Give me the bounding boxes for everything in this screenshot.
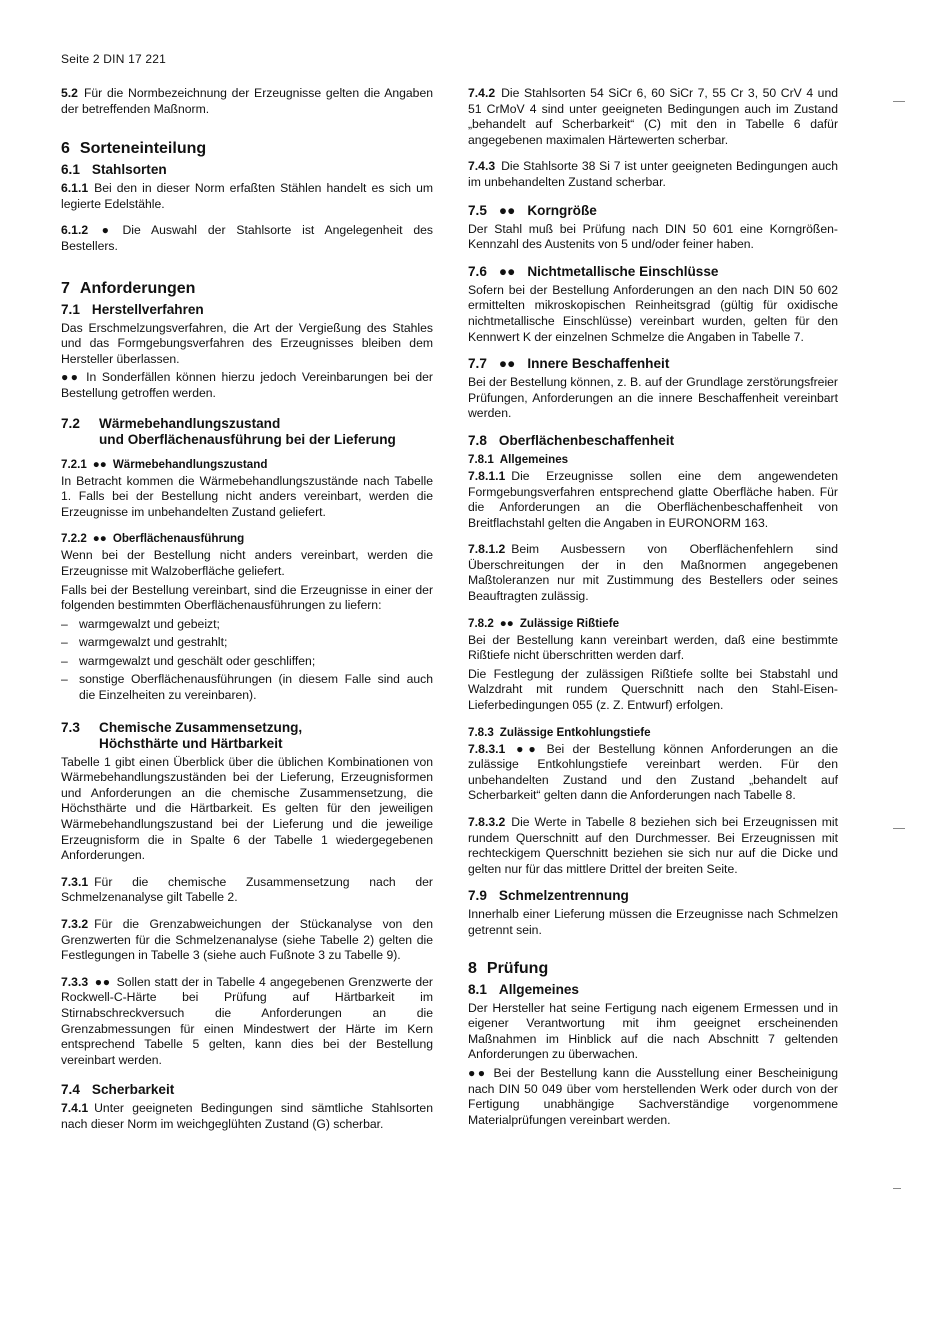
paragraph-6-1-1: 6.1.1 Bei den in dieser Norm erfaßten Stählen handelt es sich um legierte Edelstähle.: [61, 181, 433, 211]
section-7-8-2-heading: 7.8.2 ●● Zulässige Rißtiefe: [468, 616, 620, 630]
paragraph-8-1-b: ●● Bei der Bestellung kann die Ausstellung einer Bescheinigung nach DIN 50 049 über vom herstellenden Werk oder durch von der Fertigung unabhängige Sachverständige vorgenommene Materialprüfungen vereinbart werden.: [468, 1065, 838, 1127]
margin-change-bar: [893, 101, 905, 102]
section-6-heading: 6 Sorteneinteilung: [61, 140, 207, 158]
paragraph-7-5: Der Stahl muß bei Prüfung nach DIN 50 601 eine Korngrößen-Kennzahl des Austenits von 5 und/oder feiner haben.: [468, 221, 838, 252]
section-7-9-heading: 7.9 Schmelzentrennung: [468, 888, 629, 904]
paragraph-7-8-2-b: Die Festlegung der zulässigen Rißtiefe sollte bei Stabstahl und Walzdraht mit rundem Querschnitt nach den Stahl-Eisen-Lieferbedingungen 055 (z. Z. Entwurf) erfolgen.: [468, 666, 838, 713]
section-8-heading: 8 Prüfung: [468, 959, 549, 977]
paragraph-7-4-3: 7.4.3 Die Stahlsorte 38 Si 7 ist unter geeigneten Bedingungen auch im unbehandelten Zustand scherbar.: [468, 159, 838, 189]
margin-change-bar: [893, 828, 905, 829]
paragraph-7-8-2-a: Bei der Bestellung kann vereinbart werden, daß eine bestimmte Rißtiefe nicht überschritten werden darf.: [468, 632, 838, 663]
right-column: [468, 86, 838, 1139]
paragraph-7-8-1-1: 7.8.1.1 Die Erzeugnisse sollen eine dem angewendeten Formgebungsverfahren entsprechend glatte Oberfläche haben. Für die Anforderungen an die Oberflächenbeschaffenheit von Breitflachstahl gelten die Angaben in EURONORM 163.: [468, 468, 838, 530]
paragraph-7-4-1: 7.4.1 Unter geeigneten Bedingungen sind sämtliche Stahlsorten nach dieser Norm im weichgeglühten Zustand (G) scherbar.: [61, 1101, 433, 1131]
bullet-marker: ●●: [94, 974, 111, 989]
section-7-8-1-heading: 7.8.1 Allgemeines: [468, 452, 569, 466]
paragraph-7-1-b: ●● In Sonderfällen können hierzu jedoch Vereinbarungen bei der Bestellung getroffen werden.: [61, 370, 433, 400]
paragraph-7-2-2-a: Wenn bei der Bestellung nicht anders vereinbart, werden die Erzeugnisse mit Walzoberfläche geliefert.: [61, 548, 433, 578]
section-7-heading: 7 Anforderungen: [61, 279, 196, 297]
page-header: Seite 2 DIN 17 221: [61, 52, 166, 66]
surface-finish-list: [61, 617, 433, 704]
list-item: – warmgewalzt und geschält oder geschliffen;: [61, 654, 433, 670]
section-8-1-heading: 8.1 Allgemeines: [468, 981, 579, 997]
section-7-2-1-heading: 7.2.1 ●● Wärmebehandlungszustand: [61, 457, 268, 471]
paragraph-7-7: Bei der Bestellung können, z. B. auf der Grundlage zerstörungsfreier Prüfungen, Anforderungen an die innere Beschaffenheit vereinbart werden.: [468, 375, 838, 421]
paragraph-7-3: Tabelle 1 gibt einen Überblick über die üblichen Kombinationen von Wärmebehandlungszuständen bei der Lieferung, Erzeugnisformen und Anforderungen an die chemische Zusammensetzung, die Höchsthärte und die Härtbarkeit. Es gelten für den jeweiligen Wärmebehandlungszustand bei der Lieferung und die jeweilige Erzeugnisform die in Spalte 6 der Tabelle 1 wiedergegebenen Anforderungen.: [61, 754, 433, 863]
paragraph-7-2-2-b: Falls bei der Bestellung vereinbart, sind die Erzeugnisse in einer der folgenden bestimmten Oberflächenausführungen zu liefern:: [61, 582, 433, 613]
paragraph-7-8-3-2: 7.8.3.2 Die Werte in Tabelle 8 beziehen sich bei Erzeugnissen mit rundem Querschnitt auf den Durchmesser. Bei Erzeugnissen mit rechteckigem Querschnitt beziehen sie sich nur auf die Dicke und gelten nur für das mittlere Drittel der breiten Seite.: [468, 815, 838, 876]
paragraph-7-4-2: 7.4.2 Die Stahlsorten 54 SiCr 6, 60 SiCr 7, 55 Cr 3, 50 CrV 4 und 51 CrMoV 4 sind unter geeigneten Bedingungen auch im Zustand „behandelt auf Scherbarkeit“ (C) mit den in Tabelle 6 dafür angegebenen maximalen Härtewerten scherbar.: [468, 86, 838, 147]
section-7-6-heading: 7.6 ●● Nichtmetallische Einschlüsse: [468, 263, 719, 279]
left-column: [61, 86, 433, 1144]
section-7-2-heading: 7.2 Wärmebehandlungszustand und Oberflächenausführung bei der Lieferung: [61, 415, 396, 447]
bullet-marker: ●●: [511, 741, 541, 756]
margin-change-bar: [893, 1188, 901, 1189]
section-7-4-heading: 7.4 Scherbarkeit: [61, 1082, 175, 1098]
paragraph-7-3-3: 7.3.3 ●● Sollen statt der in Tabelle 4 angegebenen Grenzwerte der Rockwell-C-Härte bei Prüfung auf Härtbarkeit im Stirnabschreckversuch die Anforderungen an die Grenzabmessungen für einen Mindestwert der Härte im Kern entsprechend Tabelle 5 gelten, kann dies bei der Bestellung vereinbart werden.: [61, 974, 433, 1067]
paragraph-5-2: 5.2 Für die Normbezeichnung der Erzeugnisse gelten die Angaben der betreffenden Maßnorm.: [61, 86, 433, 116]
section-7-8-heading: 7.8 Oberflächenbeschaffenheit: [468, 432, 675, 448]
paragraph-7-2-1: In Betracht kommen die Wärmebehandlungszustände nach Tabelle 1. Falls bei der Bestellung nicht anders vereinbart, werden die Erzeugnisse im unbehandelten Zustand geliefert.: [61, 473, 433, 519]
list-item: – sonstige Oberflächenausführungen (in diesem Falle sind auch die Einzelheiten zu vereinbaren).: [61, 672, 433, 703]
paragraph-7-9: Innerhalb einer Lieferung müssen die Erzeugnisse nach Schmelzen getrennt sein.: [468, 907, 838, 937]
paragraph-7-8-3-1: 7.8.3.1 ●● Bei der Bestellung können Anforderungen an die zulässige Entkohlungstiefe vereinbart werden. Für den unbehandelten Zustand und den Zustand „behandelt auf Scherbarkeit“ gelten dann die Anforderungen nach Tabelle 8.: [468, 741, 838, 803]
list-item: – warmgewalzt und gestrahlt;: [61, 635, 433, 651]
bullet-marker: ●: [94, 223, 117, 238]
section-7-5-heading: 7.5 ●● Korngröße: [468, 202, 597, 218]
paragraph-7-1-a: Das Erschmelzungsverfahren, die Art der Vergießung des Stahles und das Formgebungsverfahren des Erzeugnisses bleiben dem Hersteller überlassen.: [61, 320, 433, 366]
section-7-7-heading: 7.7 ●● Innere Beschaffenheit: [468, 356, 670, 372]
section-7-3-heading: 7.3 Chemische Zusammensetzung, Höchsthärte und Härtbarkeit: [61, 719, 303, 751]
paragraph-7-6: Sofern bei der Bestellung Anforderungen an den nach DIN 50 602 ermittelten mikroskopischen Reinheitsgrad (gültig für oxidische nichtmetallische Einschlüsse) vereinbart wurden, gelten für den Kennwert K der einzelnen Schmelze die Angaben in Tabelle 7.: [468, 282, 838, 344]
section-6-1-heading: 6.1 Stahlsorten: [61, 162, 167, 178]
section-7-2-2-heading: 7.2.2 ●● Oberflächenausführung: [61, 532, 245, 546]
section-7-1-heading: 7.1 Herstellverfahren: [61, 301, 204, 317]
paragraph-7-3-2: 7.3.2 Für die Grenzabweichungen der Stückanalyse von den Grenzwerten für die Schmelzenanalyse (siehe Tabelle 2) gelten die Festlegungen in Tabelle 3 (siehe auch Fußnote 3 zu Tabelle 9).: [61, 917, 433, 963]
paragraph-8-1-a: Der Hersteller hat seine Fertigung nach eigenem Ermessen und in eigener Verantwortung mit ihm geeignet erscheinenden Maßnahmen im Hinblick auf die nach Abschnitt 7 geltenden Anforderungen zu überwachen.: [468, 1000, 838, 1062]
paragraph-6-1-2: 6.1.2 ● Die Auswahl der Stahlsorte ist Angelegenheit des Bestellers.: [61, 223, 433, 253]
paragraph-7-8-1-2: 7.8.1.2 Beim Ausbessern von Oberflächenfehlern sind Überschreitungen der in den Maßnormen angegebenen Maßtoleranzen nur mit Zustimmung des Bestellers oder seines Beauftragten zulässig.: [468, 542, 838, 604]
list-item: – warmgewalzt und gebeizt;: [61, 617, 433, 633]
section-7-8-3-heading: 7.8.3 Zulässige Entkohlungstiefe: [468, 725, 651, 739]
paragraph-7-3-1: 7.3.1 Für die chemische Zusammensetzung nach der Schmelzenanalyse gilt Tabelle 2.: [61, 874, 433, 905]
bullet-marker: ●●: [61, 370, 81, 385]
bullet-marker: ●●: [468, 1065, 488, 1080]
